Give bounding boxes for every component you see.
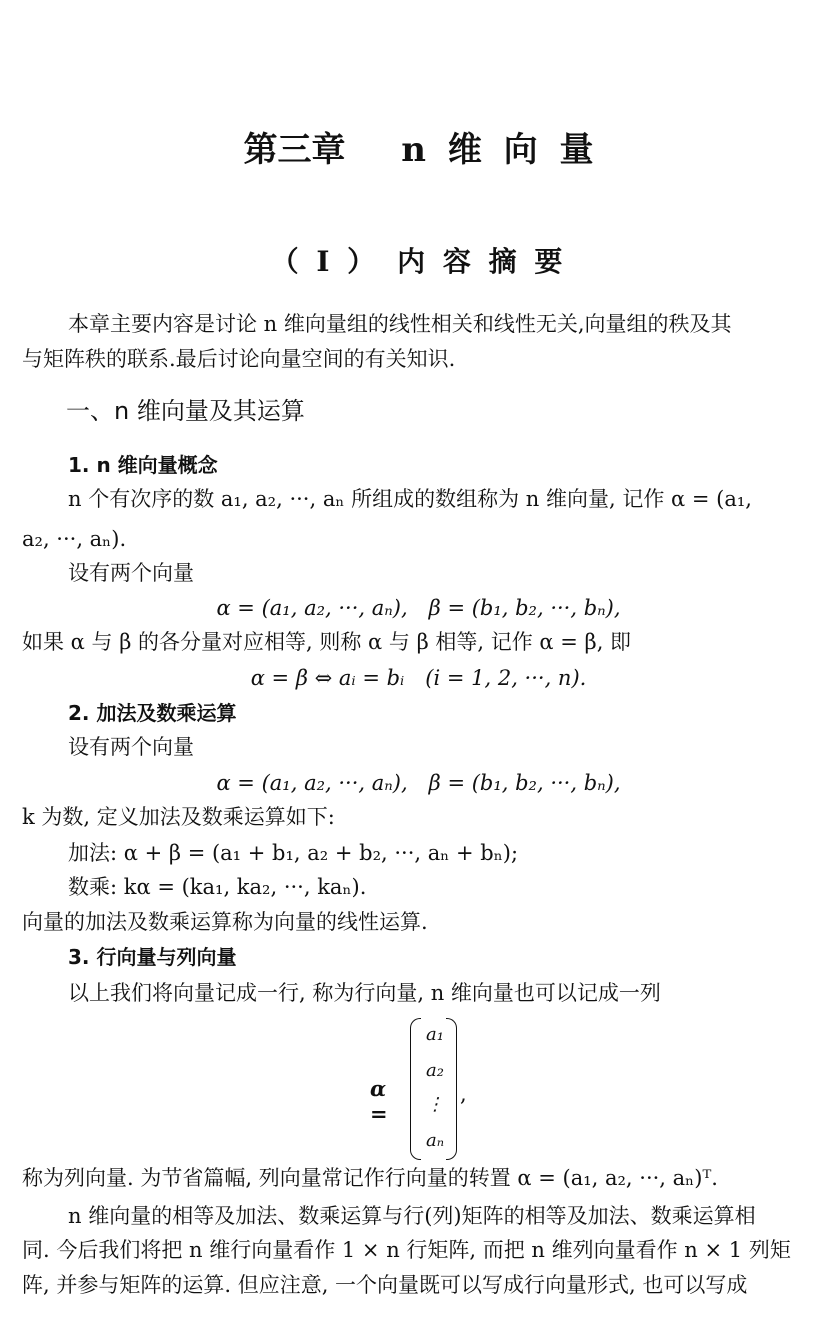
column-vector-lhs: α = (370, 1076, 388, 1126)
concept-line-1: n 个有次序的数 a₁, a₂, ···, aₙ 所组成的数组称为 n 维向量, 记作 α = (a₁, (68, 487, 752, 511)
addition-line-1: 设有两个向量 (68, 735, 194, 759)
column-entry: a₁ (426, 1024, 444, 1045)
formula-two-vectors-1: α = (a₁, a₂, ···, aₙ), β = (b₁, b₂, ···, bₙ), (216, 596, 621, 620)
addition-line-2: k 为数, 定义加法及数乘运算如下: (22, 805, 335, 829)
column-entry: a₂ (426, 1060, 444, 1081)
para-line-1: n 维向量的相等及加法、数乘运算与行(列)矩阵的相等及加法、数乘运算相 (68, 1204, 756, 1228)
intro-line-2: 与矩阵秩的联系.最后讨论向量空间的有关知识. (22, 347, 456, 371)
formula-two-vectors-2: α = (a₁, a₂, ···, aₙ), β = (b₁, b₂, ···, bₙ), (216, 771, 621, 795)
row-vector-line: 以上我们将向量记成一行, 称为行向量, n 维向量也可以记成一列 (68, 981, 661, 1005)
scalar-formula: 数乘: kα = (ka₁, ka₂, ···, kaₙ). (68, 875, 367, 899)
formula-equality: α = β ⇔ aᵢ = bᵢ (i = 1, 2, ···, n). (250, 666, 587, 690)
subheading-vector-concept: 1. n 维向量概念 (68, 453, 218, 477)
column-vector-line: 称为列向量. 为节省篇幅, 列向量常记作行向量的转置 α = (a₁, a₂, ···, aₙ)ᵀ. (22, 1166, 718, 1190)
section-title: （ I ） 内 容 摘 要 (270, 245, 567, 278)
chapter-title: 第三章 n 维 向 量 (243, 130, 594, 170)
column-entry: aₙ (425, 1130, 445, 1151)
concept-line-2: a₂, ···, aₙ). (22, 527, 127, 551)
para-line-3: 阵, 并参与矩阵的运算. 但应注意, 一个向量既可以写成行向量形式, 也可以写成 (22, 1273, 748, 1297)
linear-ops-line: 向量的加法及数乘运算称为向量的线性运算. (22, 910, 428, 934)
addition-formula: 加法: α + β = (a₁ + b₁, a₂ + b₂, ···, aₙ + bₙ); (68, 841, 519, 865)
heading-n-dim-vectors: 一、n 维向量及其运算 (66, 397, 305, 425)
subheading-row-column: 3. 行向量与列向量 (68, 945, 237, 969)
concept-line-3: 设有两个向量 (68, 561, 194, 585)
intro-line-1: 本章主要内容是讨论 n 维向量组的线性相关和线性无关,向量组的秩及其 (68, 312, 732, 336)
right-paren (446, 1018, 457, 1160)
equality-line: 如果 α 与 β 的各分量对应相等, 则称 α 与 β 相等, 记作 α = β, 即 (22, 630, 632, 654)
para-line-2: 同. 今后我们将把 n 维行向量看作 1 × n 行矩阵, 而把 n 维列向量看作 n × 1 列矩 (22, 1238, 791, 1262)
column-entry: ⋮ (426, 1094, 444, 1115)
column-vector-comma: , (460, 1082, 467, 1106)
subheading-addition: 2. 加法及数乘运算 (68, 701, 237, 725)
